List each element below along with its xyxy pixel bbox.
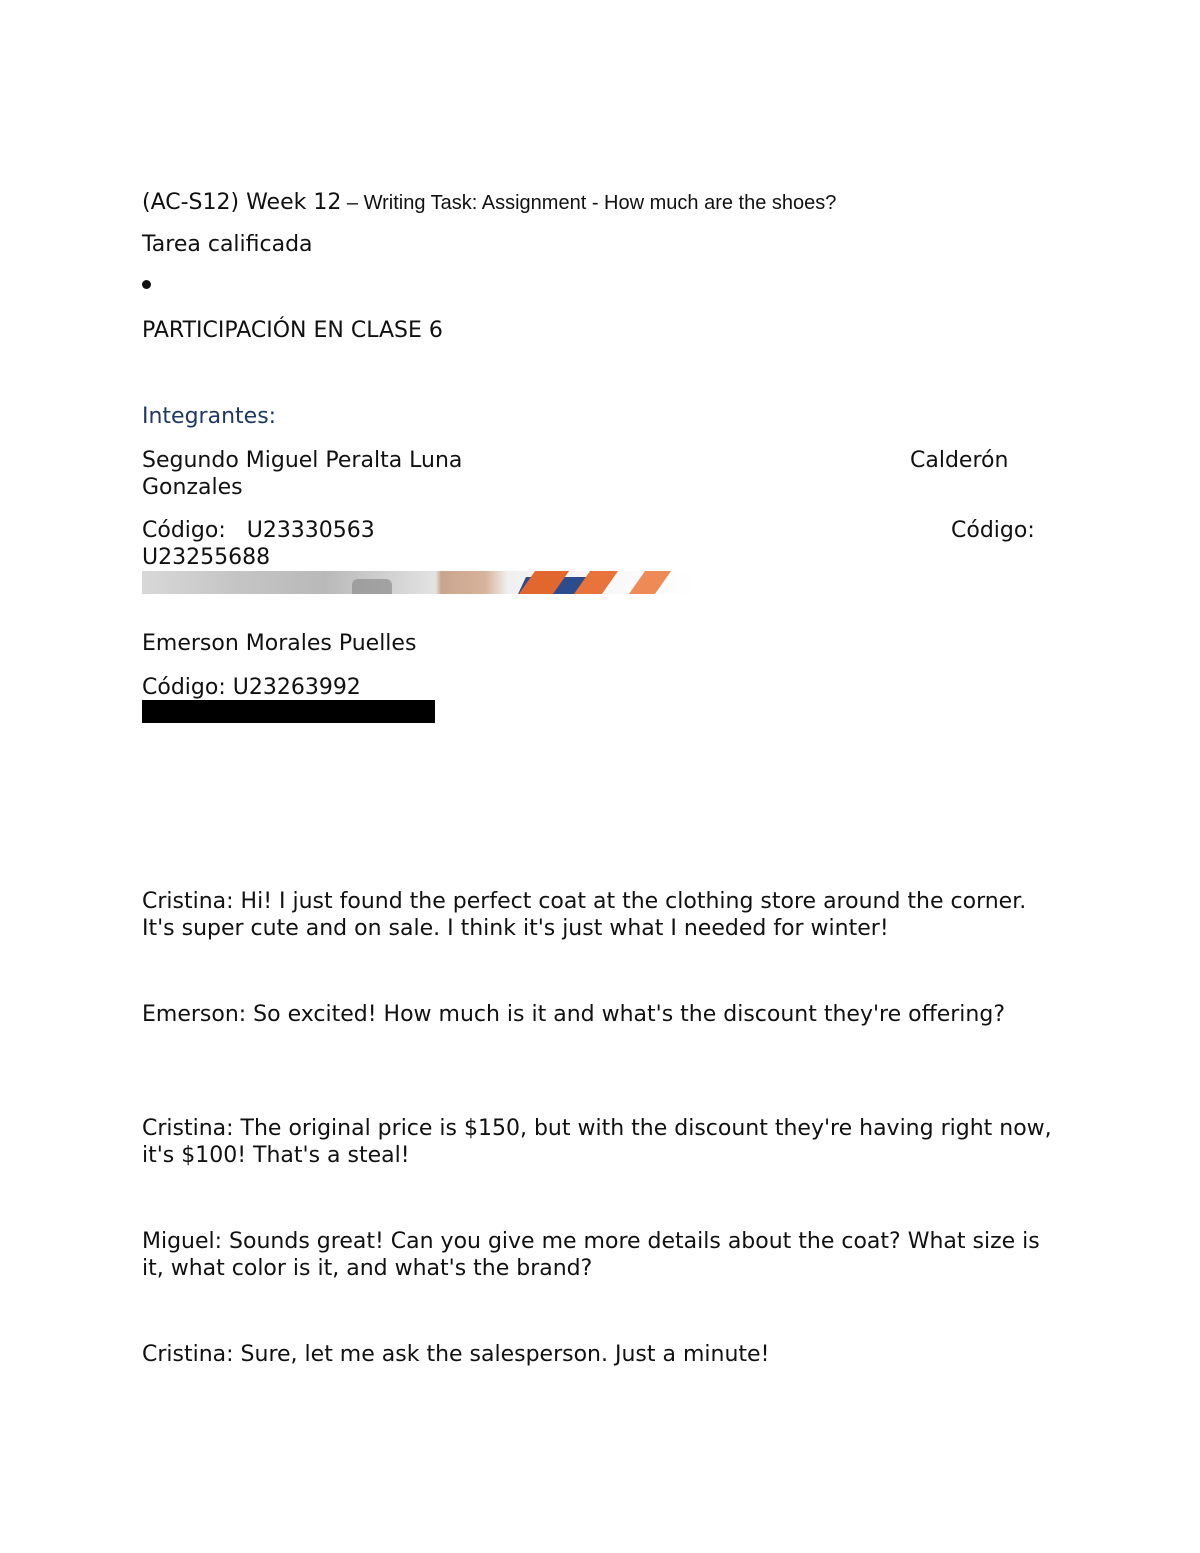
member2-name-second: Gonzales: [142, 475, 243, 500]
section-heading: PARTICIPACIÓN EN CLASE 6: [142, 318, 443, 343]
cropped-photo-strip: [142, 571, 696, 594]
member1-name: Segundo Miguel Peralta Luna: [142, 448, 463, 473]
title-assignment: – Writing Task: Assignment - How much are the shoes?: [341, 192, 837, 214]
subtitle: Tarea calificada: [142, 232, 313, 257]
dialogue-line-1: Cristina: Hi! I just found the perfect coat at the clothing store around the corner. It's super cute and on sale. I think it's just what I needed for winter!: [142, 889, 1027, 941]
member2-code-value: U23255688: [142, 545, 271, 570]
title-course-week: (AC-S12) Week 12: [142, 190, 342, 215]
member2-name-first: Calderón: [910, 448, 1009, 473]
dialogue-line-5: Cristina: Sure, let me ask the salesperson. Just a minute!: [142, 1342, 770, 1367]
dialogue-line-3: Cristina: The original price is $150, but with the discount they're having right now, it's $100! That's a steal!: [142, 1116, 1052, 1168]
member3-name: Emerson Morales Puelles: [142, 631, 417, 656]
dialogue-line-2: Emerson: So excited! How much is it and what's the discount they're offering?: [142, 1002, 1006, 1027]
members-heading: Integrantes:: [142, 404, 277, 429]
member1-code: Código: U23330563: [142, 518, 375, 543]
bullet-dot: [142, 280, 151, 289]
member3-code: Código: U23263992: [142, 675, 361, 700]
dialogue-line-4: Miguel: Sounds great! Can you give me more details about the coat? What size is it, what color is it, and what's the brand?: [142, 1229, 1040, 1281]
member2-code-label: Código:: [951, 518, 1035, 543]
document-title: [142, 188, 836, 218]
redaction-bar: [142, 700, 435, 723]
